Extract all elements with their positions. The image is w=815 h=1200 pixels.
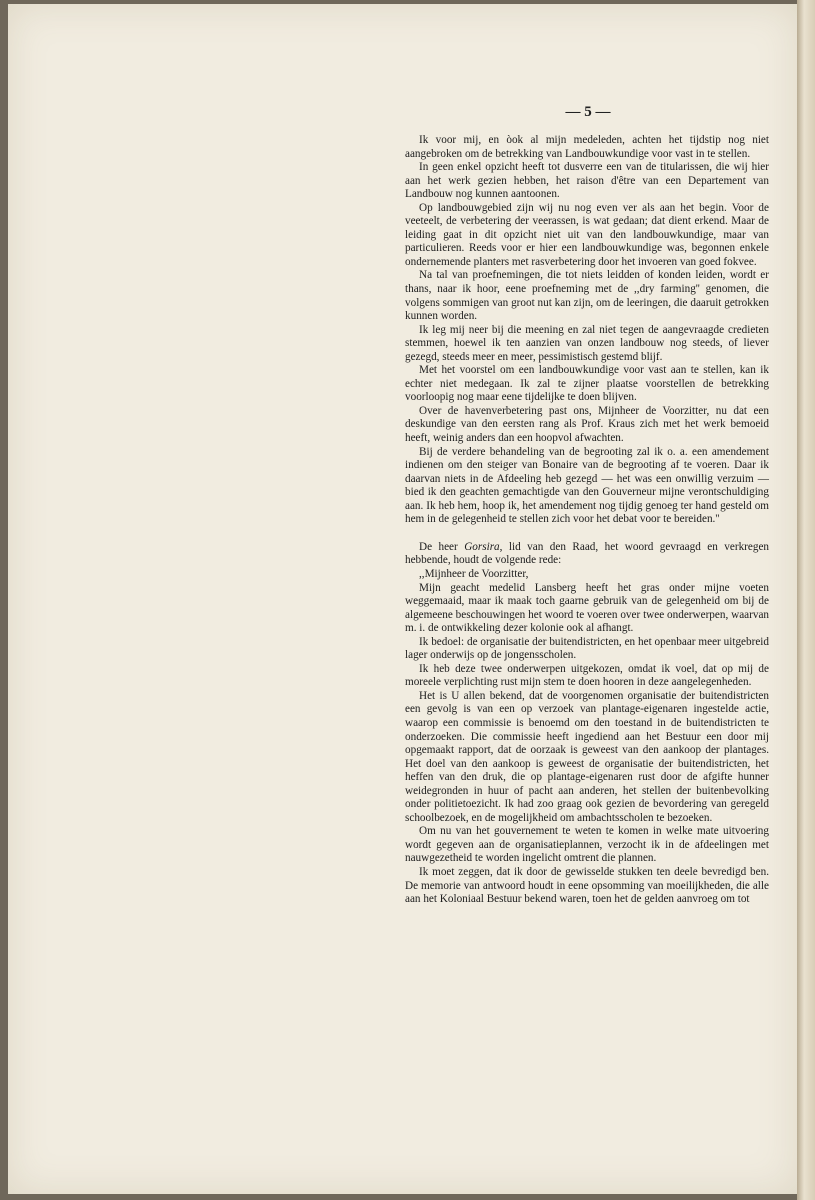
paragraph: Ik bedoel: de organisatie der buitendistricten, en het openbaar meer uitgebreid lager onderwijs op de jongensscholen. bbox=[405, 635, 769, 662]
paragraph: Bij de verdere behandeling van de begrooting zal ik o. a. een amendement indienen om den steiger van Bonaire van de begrooting af te voeren. Daar ik daarvan niets in de Afdeeling heb gezegd — het was een onwillig verzuim — bied ik den geachten gemachtigde van den Gouverneur mijne verontschuldiging aan. Ik heb hem, hoop ik, het amendement nog tijdig genoeg ter hand gesteld om hem in de gelegenheid te stellen zich voor het debat voor te bereiden.'' bbox=[405, 445, 769, 526]
intro-before: De heer bbox=[419, 540, 465, 553]
paragraph: Ik moet zeggen, dat ik door de gewisselde stukken ten deele bevredigd ben. De memorie van antwoord houdt in eene opsomming van moeilijkheden, die alle aan het Koloniaal Bestuur bekend waren, toen het de gelden aanvroeg om tot bbox=[405, 865, 769, 906]
paragraph: Op landbouwgebied zijn wij nu nog even ver als aan het begin. Voor de veeteelt, de verbetering der veerassen, is wat gedaan; dat dient erkend. Maar de leiding gaat in dit opzicht niet uit van den landbouwkundige, maar van particulieren. Reeds voor er hier een landbouwkundige was, begonnen enkele ondernemende planters met rasverbetering door het invoeren van goed fokvee. bbox=[405, 201, 769, 268]
document-page bbox=[8, 4, 798, 1194]
paragraph: Over de havenverbetering past ons, Mijnheer de Voorzitter, nu dat een deskundige van den eersten rang als Prof. Kraus zich met het werk bemoeid heeft, weinig anders dan een hoopvol afwachten. bbox=[405, 404, 769, 445]
body-text bbox=[405, 134, 769, 907]
paragraph: Ik leg mij neer bij die meening en zal niet tegen de aangevraagde credieten stemmen, hoewel ik ten aanzien van onzen landbouw nog steeds, of liever gezegd, steeds meer en meer, pessimistisch gestemd blijf. bbox=[405, 323, 769, 363]
binding-edge bbox=[797, 0, 815, 1200]
speaker-intro bbox=[405, 541, 769, 568]
paragraph: Met het voorstel om een landbouwkundige voor vast aan te stellen, kan ik echter niet medegaan. Ik zal te zijner plaatse voorstellen de betrekking voorloopig nog maar eene tijdelijke te doen blijven. bbox=[405, 364, 769, 404]
paragraph: Ik voor mij, en òok al mijn medeleden, achten het tijdstip nog niet aangebroken om de betrekking van Landbouwkundige voor vast in te stellen. bbox=[405, 134, 769, 160]
page-number: — 5 — bbox=[565, 104, 611, 120]
salutation: ,,Mijnheer de Voorzitter, bbox=[419, 567, 529, 580]
paragraph: Ik heb deze twee onderwerpen uitgekozen, omdat ik voel, dat op mij de moreele verplichting rust mijn stem te doen hooren in deze aangelegenheden. bbox=[405, 662, 769, 689]
paragraph: In geen enkel opzicht heeft tot dusverre een van de titularissen, die wij hier aan het werk gezien hebben, het raison d'être van een Departement van Landbouw nog kunnen aantoonen. bbox=[405, 161, 769, 201]
paragraph: Het is U allen bekend, dat de voorgenomen organisatie der buitendistricten een gevolg is van een op verzoek van plantage-eigenaren ingestelde actie, waarop een commissie is benoemd om den toestand in de buitendistricten te onderzoeken. Die commissie heeft ingediend aan het Bestuur een door mij opgemaakt rapport, dat de oorzaak is geweest van den aankoop der plantages. Het doel van den aankoop is geweest de organisatie der buitendistricten, het heffen van den druk, die op plantage-eigenaren rust door de afgifte hunner weidegronden in huur of pacht aan anderen, het stellen der buitenbevolking onder politietoezicht. Ik had zoo graag ook gezien de bevordering van geregeld schoolbezoek, en de mogelijkheid om ambachtsscholen te bezoeken. bbox=[405, 689, 769, 824]
section-gap bbox=[405, 527, 769, 541]
paragraph: Na tal van proefnemingen, die tot niets leidden of konden leiden, wordt er thans, naar ik hoor, eene proefneming met de ,,dry farming'' genomen, die volgens sommigen van groot nut kan zijn, om de leeringen, die daaruit getrokken kunnen worden. bbox=[405, 269, 769, 323]
speaker-name: Gorsira bbox=[464, 540, 500, 553]
paragraph: Om nu van het gouvernement te weten te komen in welke mate uitvoering wordt gegeven aan de organisatieplannen, verzocht ik in de afdeelingen met nauwgezetheid te worden ingelicht omtrent die plannen. bbox=[405, 825, 769, 865]
paragraph: Mijn geacht medelid Lansberg heeft het gras onder mijne voeten weggemaaid, maar ik maak toch gaarne gebruik van de gelegenheid om bij de algemeene beschouwingen het woord te voeren over twee onderwerpen, waarvan m. i. de ontwikkeling dezer kolonie ook al afhangt. bbox=[405, 581, 769, 635]
intro-after: , lid van den Raad, het woord gevraagd en verkregen hebbende, houdt de volgende rede: bbox=[405, 540, 770, 567]
